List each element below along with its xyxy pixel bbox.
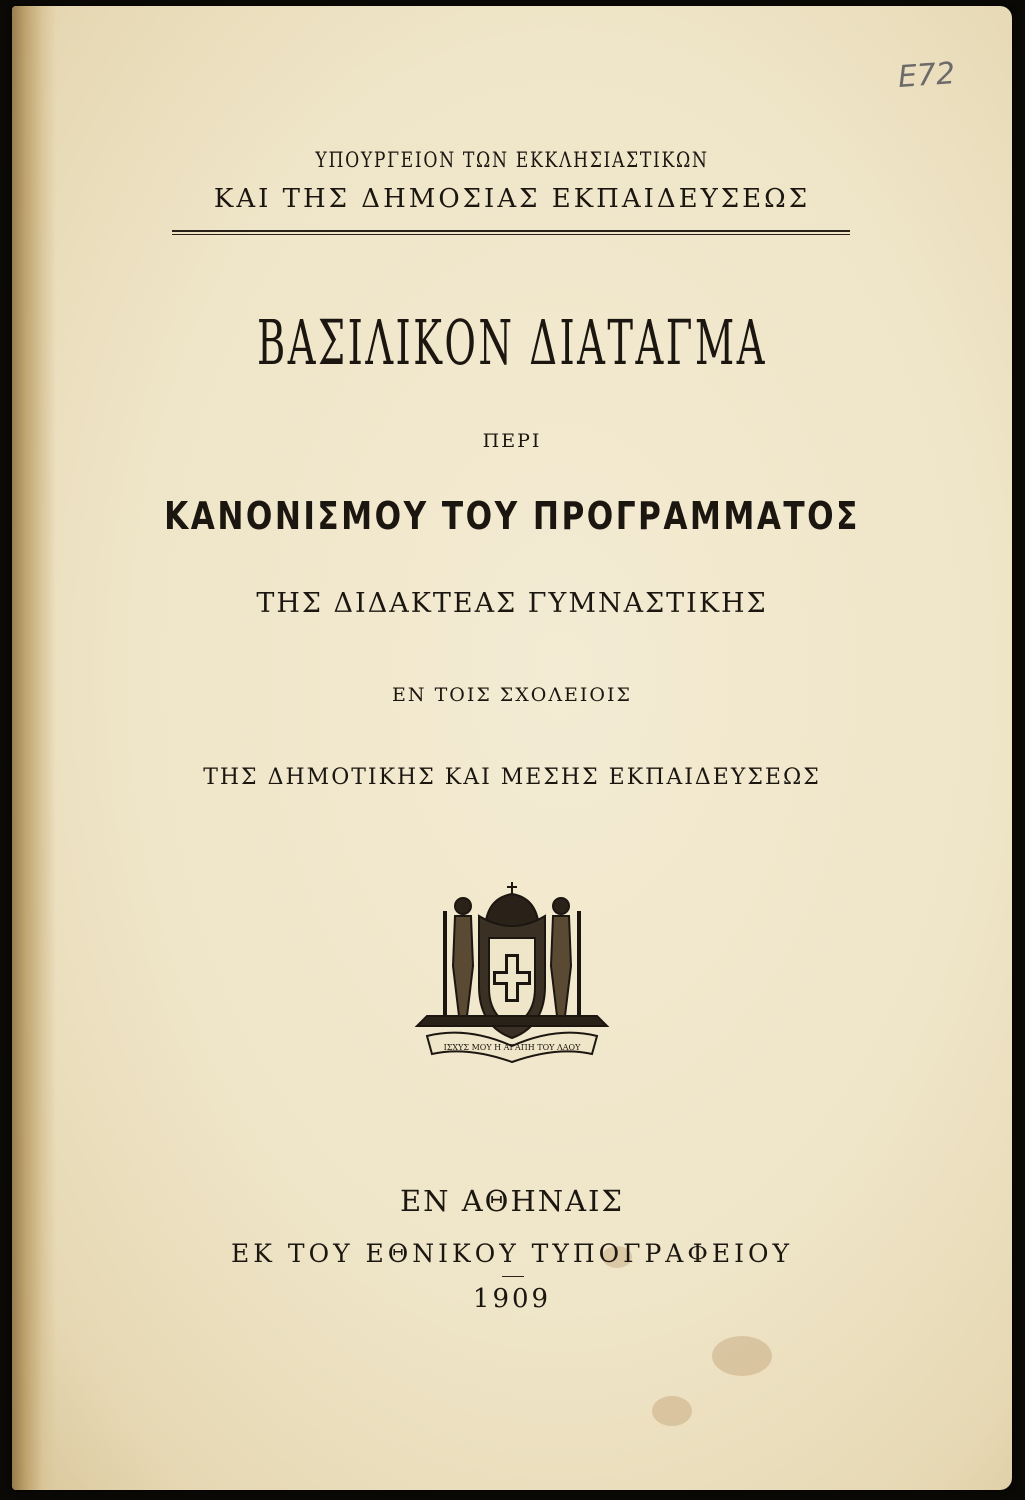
peri-label: ΠΕΡΙ: [482, 430, 542, 452]
imprint-year: 1909: [472, 1284, 552, 1314]
gymnastics-line: ΤΗΣ ΔΙΔΑΚΤΕΑΣ ΓΥΜΝΑΣΤΙΚΗΣ: [256, 588, 768, 619]
imprint-city: ΕΝ ΑΘΗΝΑΙΣ: [399, 1184, 625, 1218]
royal-coat-of-arms-icon: [407, 876, 617, 1071]
emblem-motto: ΙΣΧΥΣ ΜΟΥ Η ΑΓΑΠΗ ΤΟΥ ΛΑΟΥ: [443, 1043, 581, 1052]
document-title: ΒΑΣΙΛΙΚΟΝ ΔΙΑΤΑΓΜΑ: [257, 306, 767, 379]
imprint-dash: [502, 1276, 524, 1277]
education-levels-line: ΤΗΣ ΔΗΜΟΤΙΚΗΣ ΚΑΙ ΜΕΣΗΣ ΕΚΠΑΙΔΕΥΣΕΩΣ: [203, 765, 821, 790]
header-rule-thin: [172, 234, 850, 235]
document-subject: ΚΑΝΟΝΙΣΜΟΥ ΤΟΥ ΠΡΟΓΡΑΜΜΑΤΟΣ: [164, 494, 860, 538]
archive-code: E72: [896, 56, 957, 95]
ministry-line-2: ΚΑΙ ΤΗΣ ΔΗΜΟΣΙΑΣ ΕΚΠΑΙΔΕΥΣΕΩΣ: [213, 184, 811, 214]
document-page: [12, 6, 1012, 1490]
header-rule: [172, 230, 850, 232]
imprint-printer: ΕΚ ΤΟΥ ΕΘΝΙΚΟΥ ΤΥΠΟΓΡΑΦΕΙΟΥ: [231, 1239, 793, 1268]
ministry-line-1: ΥΠΟΥΡΓΕΙΟΝ ΤΩΝ ΕΚΚΛΗΣΙΑΣΤΙΚΩΝ: [315, 148, 709, 172]
schools-line: ΕΝ ΤΟΙΣ ΣΧΟΛΕΙΟΙΣ: [392, 684, 632, 706]
